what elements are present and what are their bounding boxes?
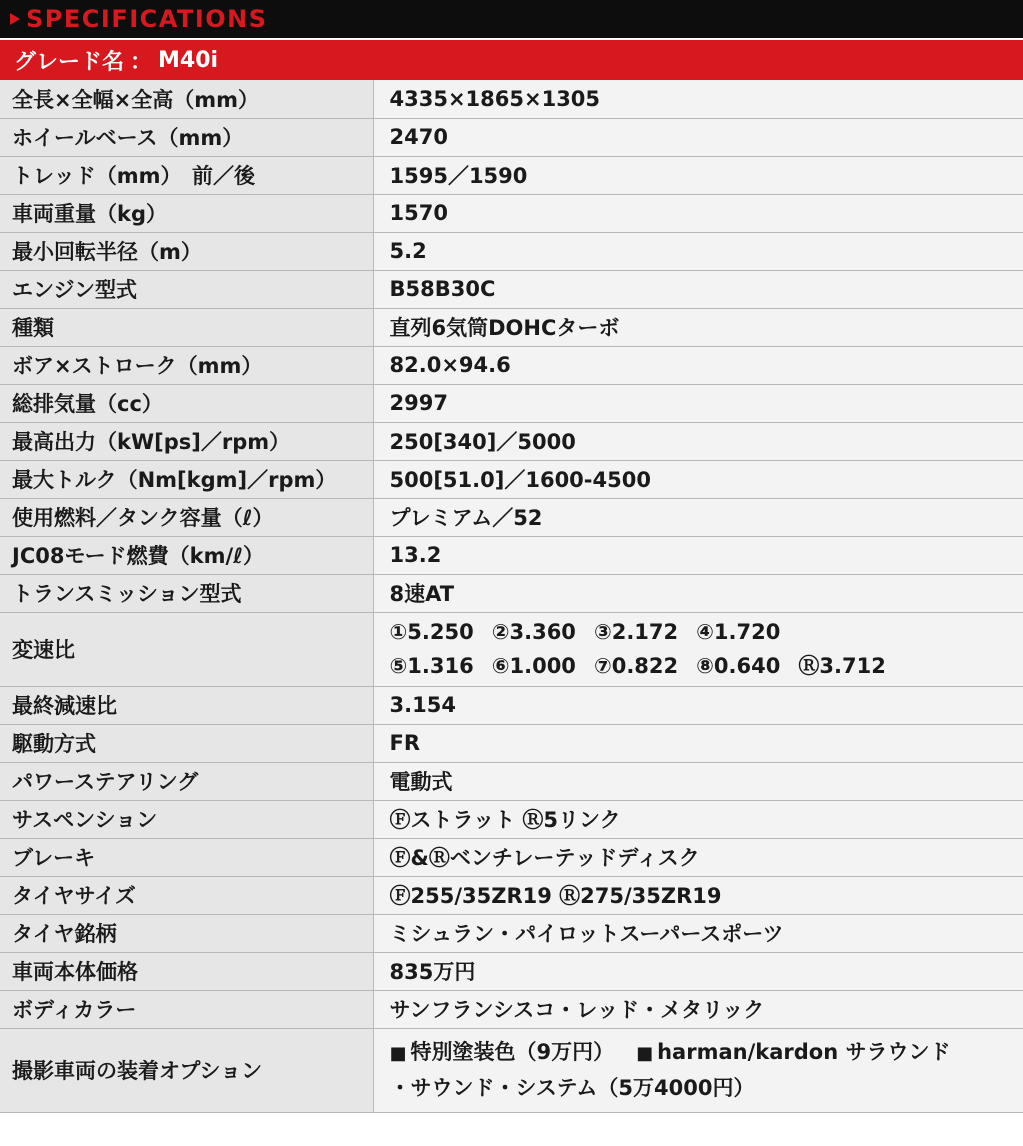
table-row	[0, 346, 1023, 384]
table-row	[0, 232, 1023, 270]
spec-label: ボア×ストローク（mm）	[0, 346, 373, 384]
spec-label: サスペンション	[0, 800, 373, 838]
option-item: harman/kardon サラウンド	[657, 1040, 951, 1064]
spec-value: ミシュラン・パイロットスーパースポーツ	[373, 914, 1023, 952]
spec-value: 1570	[373, 194, 1023, 232]
grade-bar	[0, 38, 1023, 80]
square-bullet-icon: ■	[636, 1043, 654, 1064]
table-row	[0, 308, 1023, 346]
spec-label: 全長×全幅×全高（mm）	[0, 80, 373, 118]
spec-label: パワーステアリング	[0, 762, 373, 800]
gear-ratio-item: ⑦0.822	[593, 654, 679, 678]
gear-ratio-item: ⑤1.316	[389, 654, 474, 678]
spec-label: 最高出力（kW[ps]／rpm）	[0, 422, 373, 460]
spec-label: 車両重量（kg）	[0, 194, 373, 232]
header-title: SPECIFICATIONS	[26, 5, 268, 33]
gear-ratio-item: ⑧0.640	[696, 654, 781, 678]
gear-ratio-item: ②3.360	[491, 620, 576, 644]
table-row	[0, 838, 1023, 876]
spec-label: トレッド（mm） 前／後	[0, 156, 373, 194]
spec-label: 使用燃料／タンク容量（ℓ）	[0, 498, 373, 536]
spec-value: B58B30C	[373, 270, 1023, 308]
grade-label: グレード名	[14, 49, 125, 75]
table-row	[0, 952, 1023, 990]
table-row	[0, 422, 1023, 460]
table-row	[0, 990, 1023, 1028]
table-row	[0, 724, 1023, 762]
gear-ratio-line-1	[390, 615, 1023, 649]
gear-ratio-values	[373, 612, 1023, 686]
spec-value: 電動式	[373, 762, 1023, 800]
spec-label: JC08モード燃費（km/ℓ）	[0, 536, 373, 574]
table-row	[0, 80, 1023, 118]
table-row	[0, 914, 1023, 952]
gear-ratio-item: ③2.172	[593, 620, 679, 644]
table-row	[0, 876, 1023, 914]
triangle-icon	[10, 13, 20, 25]
specifications-header	[0, 0, 1023, 38]
options-line-1	[390, 1035, 1023, 1071]
table-row	[0, 270, 1023, 308]
gear-ratio-item: Ⓡ3.712	[798, 654, 886, 678]
grade-separator: ：	[130, 49, 153, 75]
options-line-2: ・サウンド・システム（5万4000円）	[389, 1076, 755, 1100]
table-row-gear-ratio	[0, 612, 1023, 686]
spec-label: ブレーキ	[0, 838, 373, 876]
spec-label: タイヤ銘柄	[0, 914, 373, 952]
gear-ratio-item: ④1.720	[696, 620, 781, 644]
spec-value: FR	[373, 724, 1023, 762]
spec-label: ボディカラー	[0, 990, 373, 1028]
spec-value: Ⓕ255/35ZR19 Ⓡ275/35ZR19	[373, 876, 1023, 914]
spec-label: タイヤサイズ	[0, 876, 373, 914]
table-row	[0, 460, 1023, 498]
spec-label: 変速比	[0, 612, 373, 686]
option-item: 特別塗装色（9万円）	[410, 1040, 615, 1064]
table-row	[0, 384, 1023, 422]
spec-value: 2997	[373, 384, 1023, 422]
table-row	[0, 156, 1023, 194]
spec-value: サンフランシスコ・レッド・メタリック	[373, 990, 1023, 1028]
spec-label: ホイールベース（mm）	[0, 118, 373, 156]
spec-value: 直列6気筒DOHCターボ	[373, 308, 1023, 346]
spec-value: 4335×1865×1305	[373, 80, 1023, 118]
spec-value: 2470	[373, 118, 1023, 156]
spec-value: 82.0×94.6	[373, 346, 1023, 384]
table-row	[0, 686, 1023, 724]
spec-label: 駆動方式	[0, 724, 373, 762]
spec-value: プレミアム／52	[373, 498, 1023, 536]
gear-ratio-item: ⑥1.000	[491, 654, 576, 678]
table-row	[0, 574, 1023, 612]
spec-value: 13.2	[373, 536, 1023, 574]
table-row	[0, 762, 1023, 800]
table-row	[0, 118, 1023, 156]
table-row-options	[0, 1028, 1023, 1112]
spec-label: 最小回転半径（m）	[0, 232, 373, 270]
spec-label: エンジン型式	[0, 270, 373, 308]
table-row	[0, 800, 1023, 838]
spec-value: 250[340]／5000	[373, 422, 1023, 460]
spec-value: 1595／1590	[373, 156, 1023, 194]
gear-ratio-item: ①5.250	[389, 620, 474, 644]
square-bullet-icon: ■	[389, 1043, 407, 1064]
gear-ratio-line-2	[390, 649, 1023, 683]
spec-label: 最終減速比	[0, 686, 373, 724]
spec-value: 3.154	[373, 686, 1023, 724]
spec-value: 500[51.0]／1600-4500	[373, 460, 1023, 498]
table-row	[0, 536, 1023, 574]
spec-value: 8速AT	[373, 574, 1023, 612]
spec-label: 車両本体価格	[0, 952, 373, 990]
spec-label: 種類	[0, 308, 373, 346]
spec-value: 835万円	[373, 952, 1023, 990]
spec-label: トランスミッション型式	[0, 574, 373, 612]
spec-table	[0, 80, 1023, 1113]
options-values	[373, 1028, 1023, 1112]
table-row	[0, 498, 1023, 536]
spec-value: Ⓕ&Ⓡベンチレーテッドディスク	[373, 838, 1023, 876]
table-row	[0, 194, 1023, 232]
spec-label: 総排気量（cc）	[0, 384, 373, 422]
spec-value: 5.2	[373, 232, 1023, 270]
spec-label: 最大トルク（Nm[kgm]／rpm）	[0, 460, 373, 498]
grade-value: M40i	[158, 47, 219, 73]
spec-label: 撮影車両の装着オプション	[0, 1028, 373, 1112]
spec-value: Ⓕストラット Ⓡ5リンク	[373, 800, 1023, 838]
